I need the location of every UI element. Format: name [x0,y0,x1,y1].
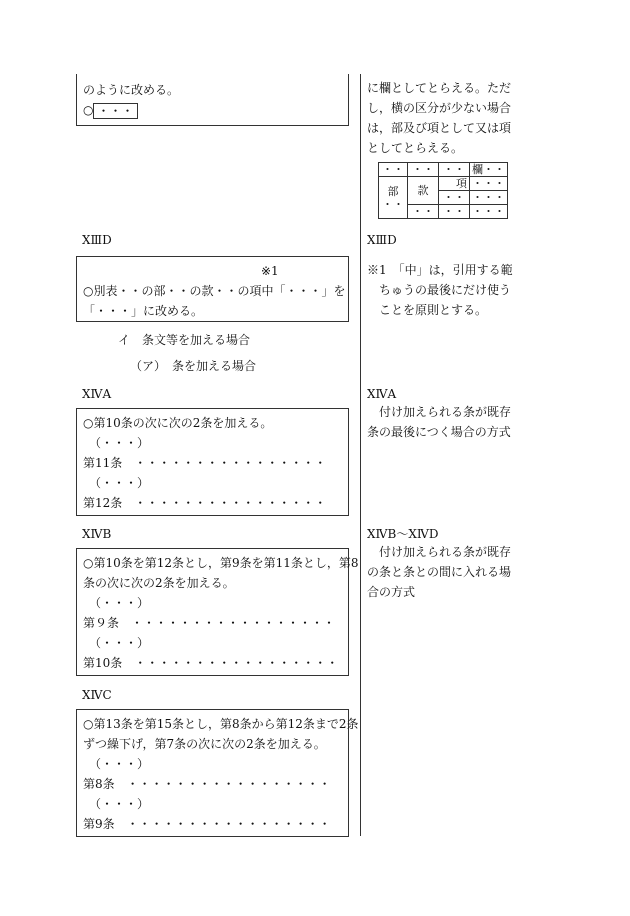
table-cell: 欄・・ [470,163,508,177]
table-cell: ・・・ [470,177,508,191]
amendment-box-xivc [76,709,359,837]
box-text-line: （・・・） [83,797,150,811]
right-text-line: し，横の区分が少ない場合 [367,101,512,115]
amendment-box-xiiid [76,256,349,322]
right-heading-xiiid: ⅩⅢD [367,233,397,247]
box-text-line [83,100,342,120]
table-cell: ・・ [439,205,470,219]
box-text-line: 「・・・」に改める。 [83,304,204,318]
table-cell-kou: 項 [439,177,470,191]
section-heading-xiiid: ⅩⅢD [82,233,112,247]
table-cell: ・・・ [470,191,508,205]
section-heading-xivc: ⅩⅣC [82,688,112,702]
bu-dots: ・・ [382,197,404,211]
subheading-a: （ア） 条を加える場合 [130,359,257,373]
amendment-box-xiva [76,408,349,516]
box-text-line: ○別表・・の部・・の款・・の項中「・・・」を [83,284,346,298]
section-heading-xiva: ⅩⅣA [82,387,112,401]
box-text-line: 第11条 ・・・・・・・・・・・・・・・・ [83,456,327,470]
structure-diagram-table [378,162,508,219]
mini-table [378,162,508,219]
table-cell: ・・ [379,163,408,177]
box-text-line: のように改める。 [83,83,180,97]
xivbd-explanation [367,542,537,602]
explanation-line: 合の方式 [367,585,416,599]
note-line: ※1 「中」は，引用する範 [367,263,513,277]
bu-label: 部 [387,184,399,198]
box-text-line: 第9条 ・・・・・・・・・・・・・・・・・ [83,817,331,831]
box-text-line: （・・・） [83,757,150,771]
footnote-marker: ※1 [261,264,279,278]
box-text-line: ずつ繰下げ，第7条の次に次の2条を加える。 [83,737,326,751]
section-heading-xivb: ⅩⅣB [82,527,112,541]
explanation-line: 付け加えられる条が既存 [367,545,512,559]
box-text-line: （・・・） [83,436,150,450]
table-cell: ・・ [439,191,470,205]
amendment-box-continued [76,74,349,126]
column-divider [360,74,361,836]
box-text-line: 第10条 ・・・・・・・・・・・・・・・・・ [83,656,339,670]
box-text-line: （・・・） [83,476,150,490]
box-text-line: （・・・） [83,636,150,650]
table-cell-kan: 款 [408,177,439,205]
right-text-line: は，部及び項として又は項 [367,121,512,135]
box-text-line: ○第10条を第12条とし，第9条を第11条とし，第8 [83,556,359,570]
explanation-line: 条の最後につく場合の方式 [367,425,511,439]
right-text-line: としてとらえる。 [367,141,464,155]
right-intro-text [367,78,537,158]
note-line: ことを原則とする。 [367,303,488,317]
table-cell: ・・ [408,163,439,177]
note-line: ちゅうの最後にだけ使う [367,283,512,297]
table-cell: ・・ [439,163,470,177]
box-text-line: 条の次に次の2条を加える。 [83,576,235,590]
box-text-line: ○第13条を第15条とし，第8条から第12条まで2条 [83,717,359,731]
explanation-line: の条と条との間に入れる場 [367,565,512,579]
xiva-explanation [367,402,537,442]
table-cell-bu [379,177,408,219]
box-text-line: （・・・） [83,596,150,610]
box-text-line: 第12条 ・・・・・・・・・・・・・・・・ [83,496,327,510]
boxed-dots: ・・・ [93,103,137,119]
subheading-i: イ 条文等を加える場合 [118,333,251,347]
explanation-line: 付け加えられる条が既存 [367,405,512,419]
right-heading-xiva: ⅩⅣA [367,387,397,401]
note-1 [367,260,537,320]
table-cell: ・・・ [470,205,508,219]
amendment-box-xivb [76,548,359,676]
circle-mark: ○ [83,103,94,117]
table-cell: ・・ [408,205,439,219]
box-text-line: ○第10条の次に次の2条を加える。 [83,416,273,430]
box-text-line: 第９条 ・・・・・・・・・・・・・・・・・ [83,616,336,630]
right-text-line: に欄としてとらえる。ただ [367,81,512,95]
right-heading-xivbd: ⅩⅣB～ⅩⅣD [367,527,439,541]
box-text-line: 第8条 ・・・・・・・・・・・・・・・・・ [83,777,331,791]
